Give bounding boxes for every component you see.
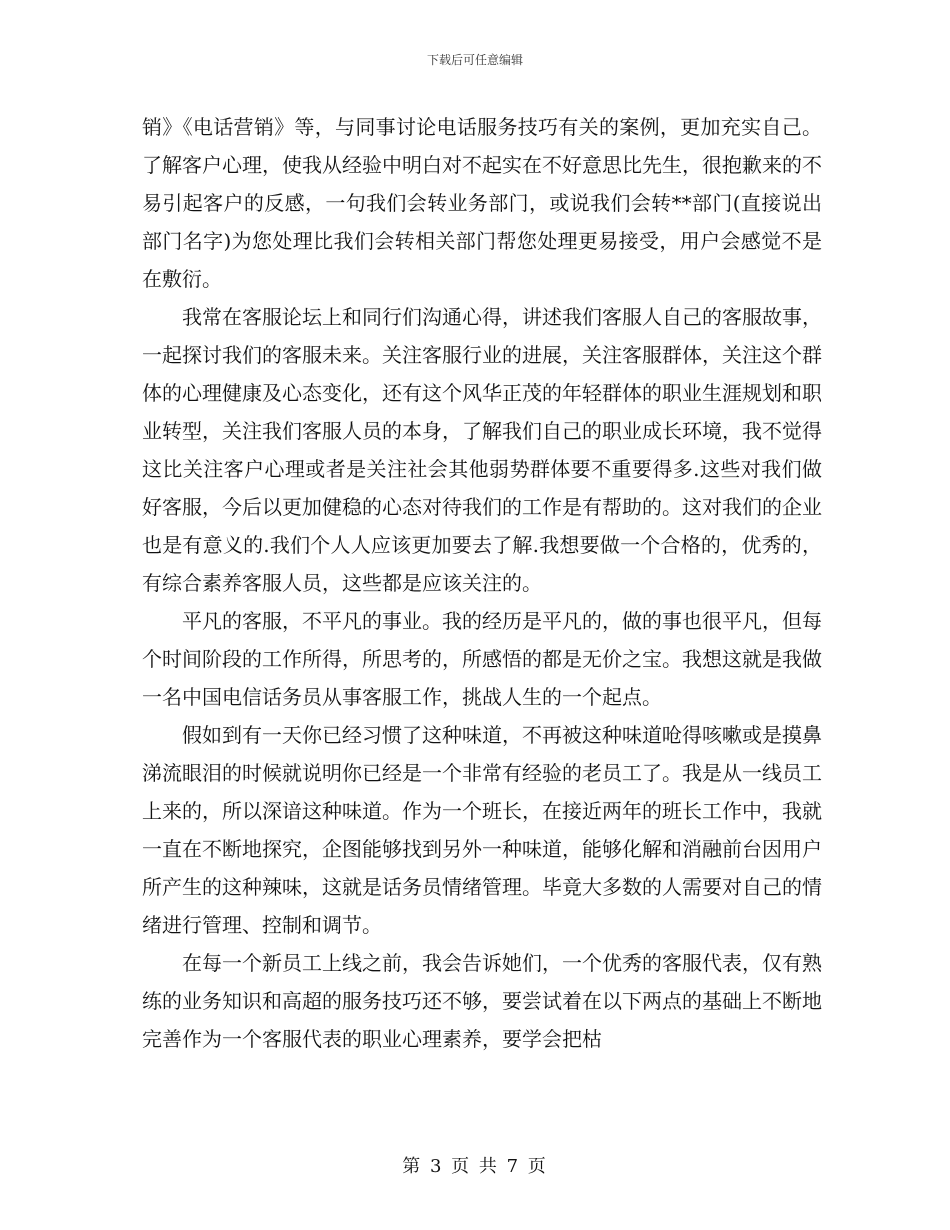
paragraph: 在每一个新员工上线之前，我会告诉她们，一个优秀的客服代表，仅有熟练的业务知识和高超的服务技巧还不够，要尝试着在以下两点的基础上不断地完善作为一个客服代表的职业心理素养，要学会把枯: [142, 951, 822, 1051]
document-body: [142, 108, 822, 1058]
paragraph: 平凡的客服，不平凡的事业。我的经历是平凡的，做的事也很平凡，但每个时间阶段的工作所得，所思考的，所感悟的都是无价之宝。我想这就是我做一名中国电信话务员从事客服工作，挑战人生的一个起点。: [142, 609, 822, 709]
paragraph: 我常在客服论坛上和同行们沟通心得，讲述我们客服人自己的客服故事，一起探讨我们的客服未来。关注客服行业的进展，关注客服群体，关注这个群体的心理健康及心态变化，还有这个风华正茂的年轻群体的职业生涯规划和职业转型，关注我们客服人员的本身，了解我们自己的职业成长环境，我不觉得这比关注客户心理或者是关注社会其他弱势群体要不重要得多.这些对我们做好客服，今后以更加健稳的心态对待我们的工作是有帮助的。这对我们的企业也是有意义的.我们个人人应该更加要去了解.我想要做一个合格的，优秀的，有综合素养客服人员，这些都是应该关注的。: [142, 305, 822, 595]
paragraph-continuation: 销》《电话营销》等，与同事讨论电话服务技巧有关的案例，更加充实自己。了解客户心理，使我从经验中明白对不起实在不好意思比先生，很抱歉来的不易引起客户的反感，一句我们会转业务部门，或说我们会转**部门(直接说出部门名字)为您处理比我们会转相关部门帮您处理更易接受，用户会感觉不是在敷衍。: [142, 115, 822, 291]
page-number-footer: 第 3 页 共 7 页: [402, 1156, 548, 1177]
paragraph: 假如到有一天你已经习惯了这种味道，不再被这种味道呛得咳嗽或是摸鼻涕流眼泪的时候就说明你已经是一个非常有经验的老员工了。我是从一线员工上来的，所以深谙这种味道。作为一个班长，在接近两年的班长工作中，我就一直在不断地探究，企图能够找到另外一种味道，能够化解和消融前台因用户所产生的这种辣味，这就是话务员情绪管理。毕竟大多数的人需要对自己的情绪进行管理、控制和调节。: [142, 723, 822, 937]
page-header: 下载后可任意编辑: [426, 53, 523, 67]
